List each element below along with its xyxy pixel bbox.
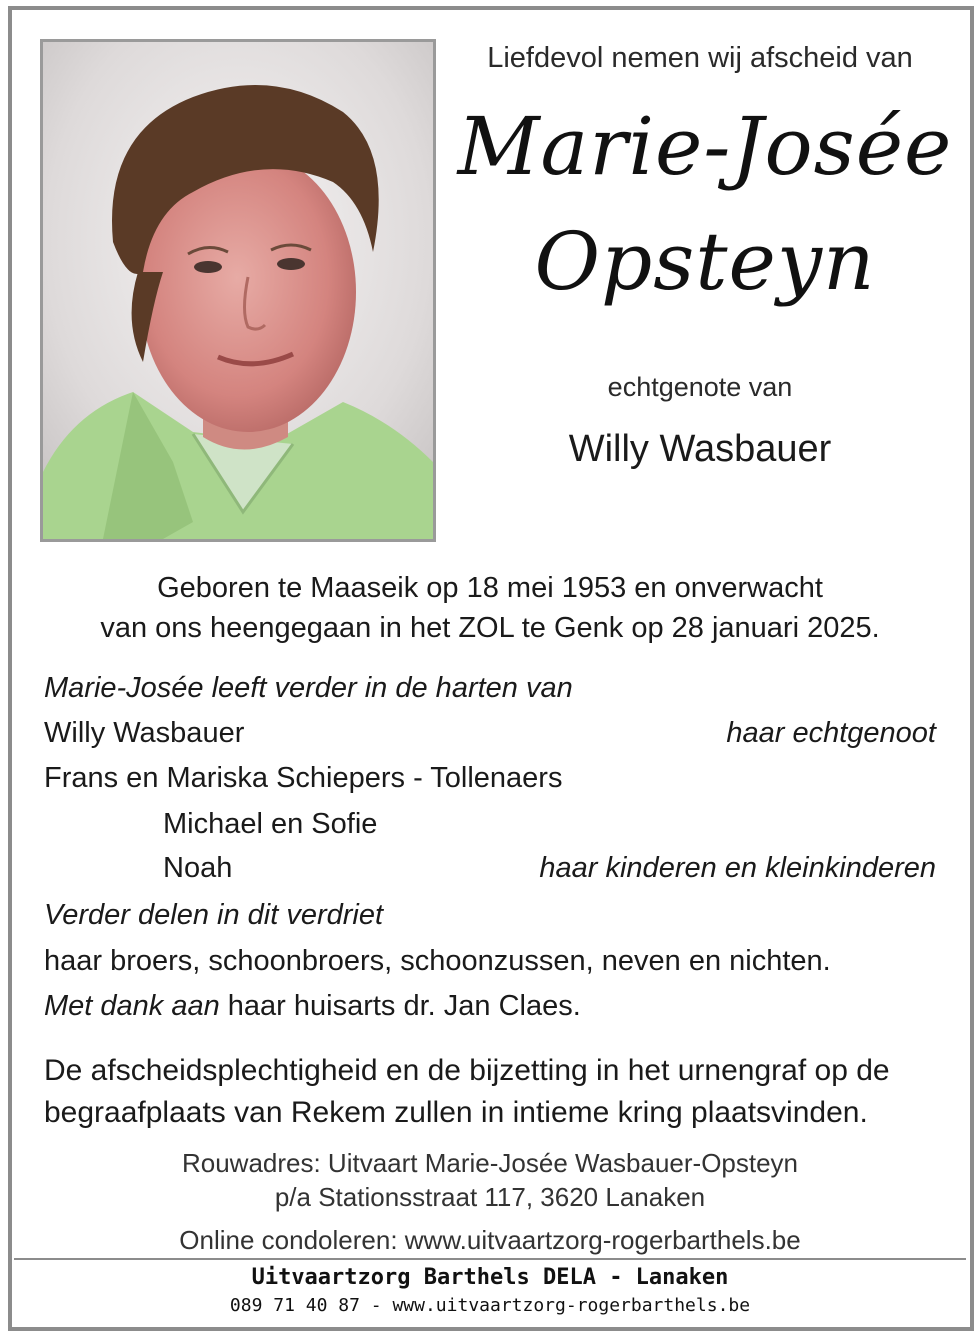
family-heading: Marie-Josée leeft verder in de harten van xyxy=(44,672,573,704)
family-grandchildren-2: Noah xyxy=(163,852,233,884)
address-line-2: p/a Stationsstraat 117, 3620 Lanaken xyxy=(274,1182,706,1212)
address-line-1: Rouwadres: Uitvaart Marie-Josée Wasbauer-Opsteyn xyxy=(181,1148,799,1178)
spouse-name: Willy Wasbauer xyxy=(568,428,832,470)
ceremony-line: begraafplaats van Rekem zullen in intieme kring plaatsvinden. xyxy=(44,1096,868,1129)
ceremony-line: De afscheidsplechtigheid en de bijzetting in het urnengraf op de xyxy=(44,1054,890,1087)
intro-line: Liefdevol nemen wij afscheid van xyxy=(487,42,913,74)
others-list: haar broers, schoonbroers, schoonzussen, neven en nichten. xyxy=(44,945,831,977)
deceased-first-name: Marie-Josée xyxy=(457,100,953,193)
birth-death-text xyxy=(40,568,940,648)
ceremony-text xyxy=(44,1050,944,1134)
family-children-relation: haar kinderen en kleinkinderen xyxy=(539,852,936,884)
footer-divider xyxy=(14,1258,966,1260)
spouse-label: echtgenote van xyxy=(607,372,793,402)
others-heading: Verder delen in dit verdriet xyxy=(44,899,384,931)
online-condolence: Online condoleren: www.uitvaartzorg-rogerbarthels.be xyxy=(179,1225,801,1255)
thanks-prefix: Met dank aan xyxy=(44,990,220,1022)
deceased-last-name: Opsteyn xyxy=(534,215,876,308)
family-children: Frans en Mariska Schiepers - Tollenaers xyxy=(44,762,563,794)
born-line: van ons heengegaan in het ZOL te Genk op 28 januari 2025. xyxy=(100,612,880,644)
portrait-photo xyxy=(40,39,436,542)
thanks-text: haar huisarts dr. Jan Claes. xyxy=(219,990,581,1022)
footer-company: Uitvaartzorg Barthels DELA - Lanaken xyxy=(251,1265,729,1290)
thanks-line xyxy=(44,990,581,1023)
family-spouse-relation: haar echtgenoot xyxy=(726,717,936,749)
family-spouse-name: Willy Wasbauer xyxy=(44,717,245,749)
footer-contact: 089 71 40 87 - www.uitvaartzorg-rogerbarthels.be xyxy=(229,1295,751,1316)
family-grandchildren-1: Michael en Sofie xyxy=(163,808,378,840)
born-line: Geboren te Maaseik op 18 mei 1953 en onverwacht xyxy=(157,572,823,604)
